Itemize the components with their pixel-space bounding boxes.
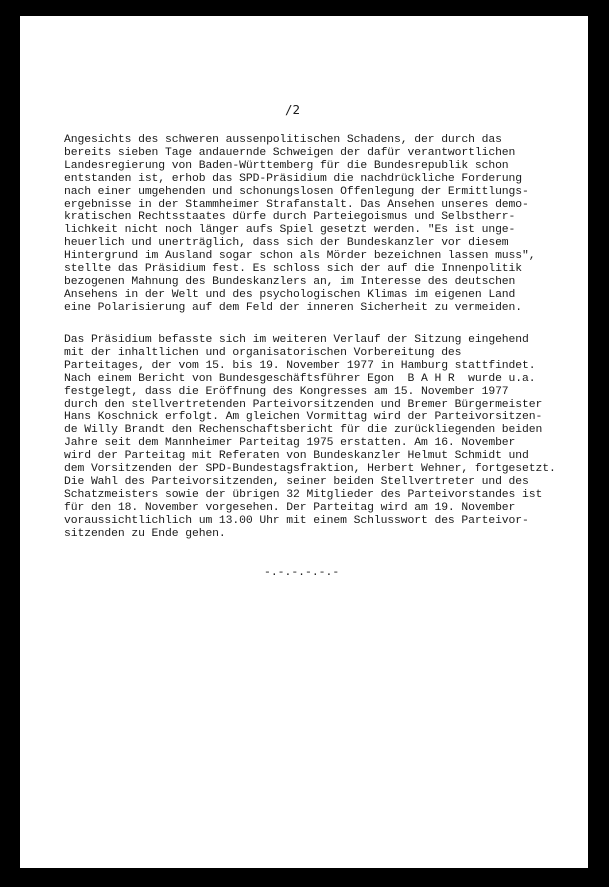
paragraph-1	[64, 134, 536, 315]
text-line: stellte das Präsidium fest. Es schloss sich der auf die Innenpolitik	[64, 263, 523, 276]
text-line: durch den stellvertretenden Parteivorsitzenden und Bremer Bürgermeister	[64, 398, 543, 411]
text-line: dem Vorsitzenden der SPD-Bundestagsfraktion, Herbert Wehner, fortgesetzt.	[64, 463, 556, 476]
text-line: kratischen Rechtsstaates dürfe durch Parteiegoismus und Selbstherr-	[64, 211, 516, 224]
page-number: /2	[285, 102, 301, 117]
text-line: Schatzmeisters sowie der übrigen 32 Mitglieder des Parteivorstandes ist	[64, 488, 543, 501]
text-line: sitzenden zu Ende gehen.	[64, 527, 226, 540]
paragraph-2	[64, 334, 556, 541]
end-mark: -.-.-.-.-.-	[264, 567, 340, 579]
text-line: Nach einem Bericht von Bundesgeschäftsführer Egon B A H R wurde u.a.	[64, 372, 536, 385]
text-line: Ansehens in der Welt und des psychologischen Klimas im eigenen Land	[64, 288, 516, 301]
text-line: nach einer umgehenden und schonungslosen Offenlegung der Ermittlungs-	[64, 185, 529, 198]
text-line: bereits sieben Tage andauernde Schweigen der dafür verantwortlichen	[64, 146, 516, 159]
document-page	[20, 16, 588, 868]
text-line: de Willy Brandt den Rechenschaftsbericht für die zurückliegenden beiden	[64, 424, 543, 437]
text-line: Parteitages, der vom 15. bis 19. November 1977 in Hamburg stattfindet.	[64, 359, 536, 372]
text-line: eine Polarisierung auf dem Feld der inneren Sicherheit zu vermeiden.	[64, 301, 523, 314]
text-line: Hintergrund im Ausland sogar schon als Mörder bezeichnen lassen muss",	[64, 250, 536, 263]
text-line: Landesregierung von Baden-Württemberg für die Bundesrepublik schon	[64, 159, 509, 172]
text-line: lichkeit nicht noch länger aufs Spiel gesetzt werden. "Es ist unge-	[64, 224, 516, 237]
text-line: Jahre seit dem Mannheimer Parteitag 1975 erstatten. Am 16. November	[64, 437, 516, 450]
text-line: heuerlich und unerträglich, dass sich der Bundeskanzler vor diesem	[64, 237, 509, 250]
text-line: Die Wahl des Parteivorsitzenden, seiner beiden Stellvertreter und des	[64, 475, 529, 488]
text-line: festgelegt, dass die Eröffnung des Kongresses am 15. November 1977	[64, 385, 509, 398]
text-line: bezogenen Mahnung des Bundeskanzlers an, im Interesse des deutschen	[64, 275, 516, 288]
text-line: Angesichts des schweren aussenpolitischen Schadens, der durch das	[64, 134, 502, 146]
text-line: entstanden ist, erhob das SPD-Präsidium die nachdrückliche Forderung	[64, 172, 523, 185]
text-line: ergebnisse in der Stammheimer Strafanstalt. Das Ansehen unseres demo-	[64, 198, 529, 211]
text-line: voraussichtlichlich um 13.00 Uhr mit einem Schlusswort des Parteivor-	[64, 514, 529, 527]
text-line: Hans Koschnick erfolgt. Am gleichen Vormittag wird der Parteivorsitzen-	[64, 411, 543, 424]
text-line: für den 18. November vorgesehen. Der Parteitag wird am 19. November	[64, 501, 516, 514]
text-line: mit der inhaltlichen und organisatorischen Vorbereitung des	[64, 346, 462, 359]
text-line: wird der Parteitag mit Referaten von Bundeskanzler Helmut Schmidt und	[64, 450, 529, 463]
text-line: Das Präsidium befasste sich im weiteren Verlauf der Sitzung eingehend	[64, 334, 529, 346]
